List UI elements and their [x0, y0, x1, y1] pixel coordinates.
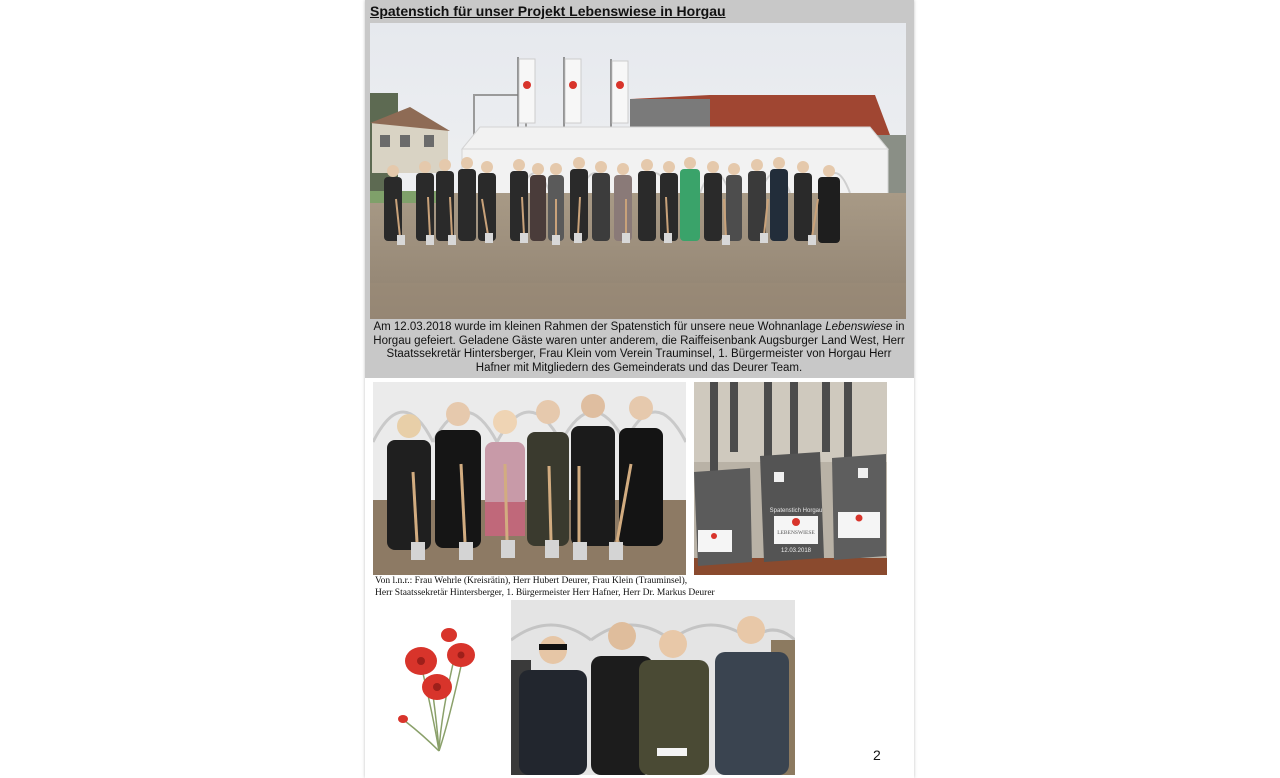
group-photo-main [370, 23, 906, 319]
page-headline: Spatenstich für unser Projekt Lebenswiese in Horgau [370, 3, 726, 19]
spades-closeup-photo [694, 382, 887, 575]
guests-caption-line2: Herr Staatssekretär Hintersberger, 1. Bürgermeister Herr Hafner, Herr Dr. Markus Deurer [375, 588, 715, 598]
group-photo-guests [373, 382, 686, 575]
event-caption [370, 321, 908, 375]
document-page [365, 0, 914, 778]
event-caption-end: in Horgau gefeiert. Geladene Gäste waren unter anderem, die Raiffeisenbank Augsburger Land West, Herr Staatssekretär Hintersberger, Frau Klein vom Verein Trauminsel, 1. Bürgermeister von Horgau Herr Hafner mit Mitgliedern des Gemeinderats und das Deurer Team. [373, 321, 905, 374]
page-number: 2 [873, 747, 881, 763]
guests-caption-line1: Von l.n.r.: Frau Wehrle (Kreisrätin), Herr Hubert Deurer, Frau Klein (Trauminsel), [375, 576, 688, 586]
spade-label-brand: LEBENSWIESE [777, 530, 815, 536]
four-men-photo [511, 600, 795, 775]
poppy-illustration [393, 625, 483, 755]
event-caption-start: Am 12.03.2018 wurde im kleinen Rahmen der Spatenstich für unsere neue Wohnanlage [373, 321, 826, 333]
spade-label-date: 12.03.2018 [780, 548, 812, 554]
project-name-italic: Lebenswiese [825, 321, 893, 333]
guests-caption [375, 575, 775, 599]
spade-label-title: Spatenstich Horgau [769, 508, 823, 514]
